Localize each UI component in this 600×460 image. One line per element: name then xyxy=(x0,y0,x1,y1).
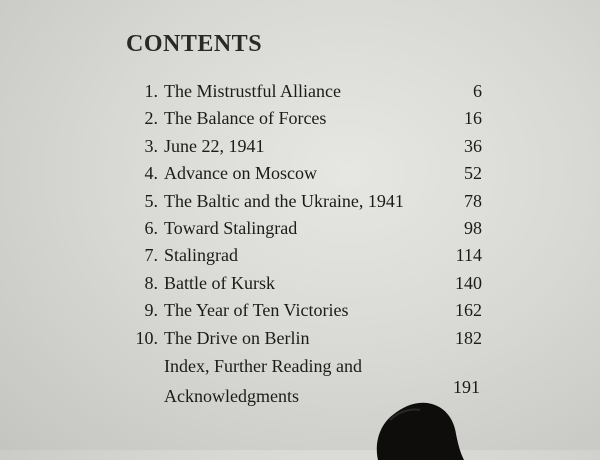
chapter-title: The Balance of Forces xyxy=(164,108,327,129)
page-number: 52 xyxy=(464,163,482,184)
toc-entry xyxy=(126,78,496,105)
toc-entry xyxy=(126,297,496,324)
page-number: 98 xyxy=(464,217,482,238)
chapter-number: 1. xyxy=(144,81,158,101)
back-matter-page-number: 191 xyxy=(453,377,480,397)
page-number: 78 xyxy=(464,190,482,211)
page-number: 162 xyxy=(455,300,482,321)
chapter-title: June 22, 1941 xyxy=(164,135,265,156)
chapter-number: 9. xyxy=(144,300,158,321)
back-matter-title-line2: Acknowledgments xyxy=(164,386,299,406)
chapter-title: The Baltic and the Ukraine, 1941 xyxy=(164,190,404,211)
chapter-title: The Mistrustful Alliance xyxy=(164,81,341,101)
chapter-title: Advance on Moscow xyxy=(164,163,317,184)
page-number: 16 xyxy=(464,108,482,129)
toc-entry xyxy=(126,133,496,160)
chapter-title: Battle of Kursk xyxy=(164,272,275,293)
toc-entry xyxy=(126,215,496,242)
toc-entry xyxy=(126,160,496,187)
chapter-number: 7. xyxy=(144,245,158,266)
chapter-title: The Year of Ten Victories xyxy=(164,300,349,321)
page-number: 140 xyxy=(455,272,482,293)
chapter-number: 5. xyxy=(144,190,158,211)
toc-entry xyxy=(126,242,496,269)
page-number: 36 xyxy=(464,135,482,156)
table-of-contents xyxy=(126,78,496,352)
page-number: 114 xyxy=(455,245,482,266)
page-number: 182 xyxy=(455,327,482,348)
chapter-number: 4. xyxy=(144,163,158,184)
toc-entry xyxy=(126,105,496,132)
chapter-number: 2. xyxy=(144,108,158,129)
chapter-number: 3. xyxy=(144,135,158,156)
toc-entry xyxy=(126,188,496,215)
chapter-title: Toward Stalingrad xyxy=(164,217,298,238)
chapter-title: The Drive on Berlin xyxy=(164,327,310,348)
chapter-number: 8. xyxy=(144,272,158,293)
toc-entry xyxy=(126,270,496,297)
back-matter-title-line1: Index, Further Reading and xyxy=(164,356,362,376)
page-number: 6 xyxy=(473,81,482,101)
chapter-number: 10. xyxy=(135,327,158,348)
back-matter-entry xyxy=(164,351,362,411)
chapter-title: Stalingrad xyxy=(164,245,238,266)
toc-entry xyxy=(126,325,496,352)
chapter-number: 6. xyxy=(144,217,158,238)
contents-heading: CONTENTS xyxy=(126,31,263,57)
